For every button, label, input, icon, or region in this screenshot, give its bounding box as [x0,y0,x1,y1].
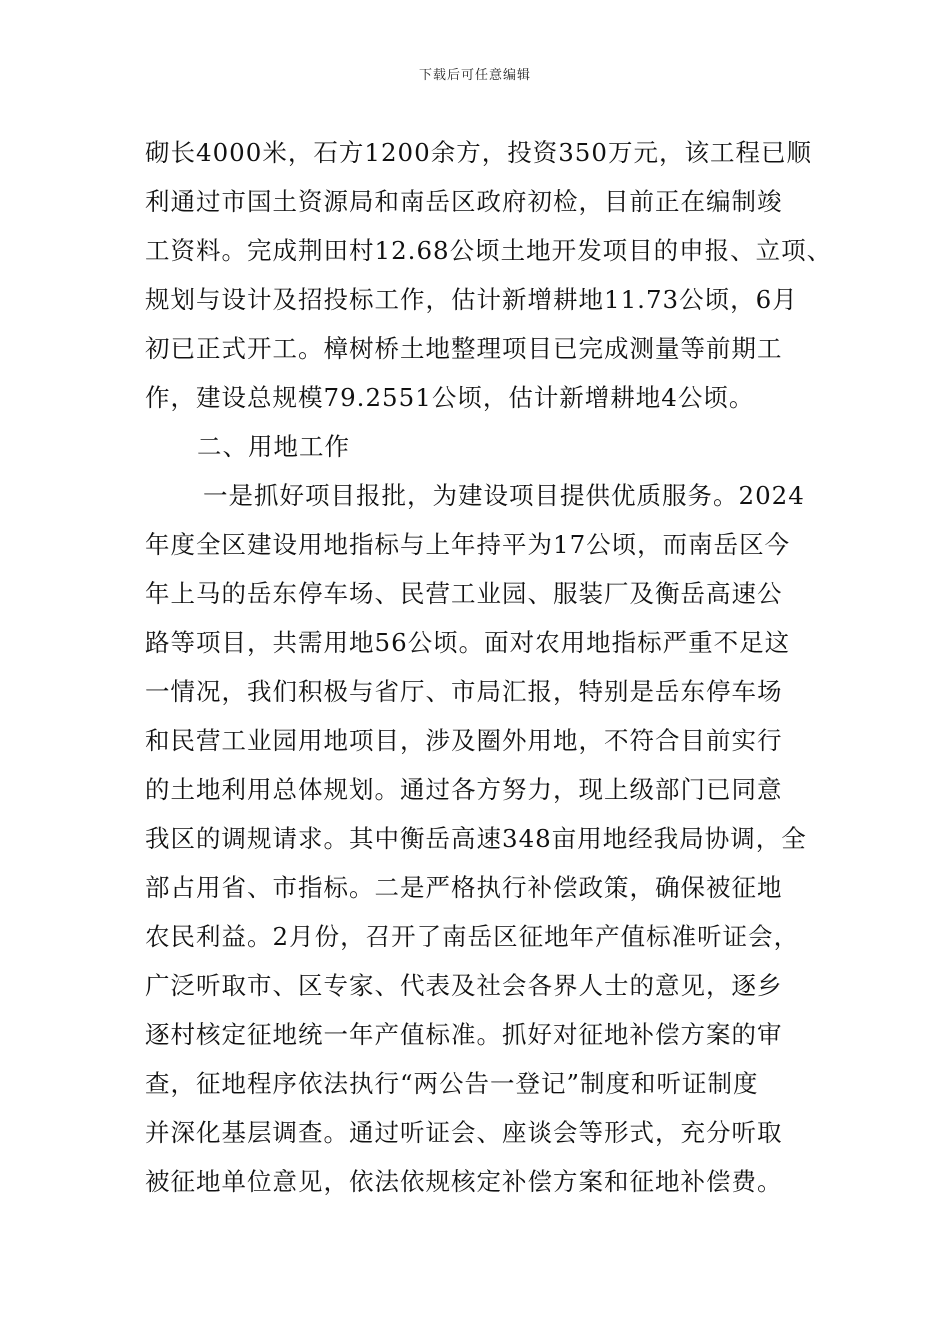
paragraph-line: 初已正式开工。樟树桥土地整理项目已完成测量等前期工 [145,334,783,363]
paragraph-line: 并深化基层调查。通过听证会、座谈会等形式，充分听取 [145,1118,783,1147]
paragraph-line: 规划与设计及招投标工作，估计新增耕地11.73公顷，6月 [145,285,798,314]
paragraph-line: 一情况，我们积极与省厅、市局汇报，特别是岳东停车场 [145,677,783,706]
paragraph-line: 部占用省、市指标。二是严格执行补偿政策，确保被征地 [145,873,783,902]
section-heading: 二、用地工作 [197,432,350,461]
paragraph-line: 的土地利用总体规划。通过各方努力，现上级部门已同意 [145,775,783,804]
paragraph-line: 砌长4000米，石方1200余方，投资350万元，该工程已顺 [145,138,812,167]
paragraph-line: 作，建设总规模79.2551公顷，估计新增耕地4公顷。 [145,383,755,412]
paragraph-line: 年度全区建设用地指标与上年持平为17公顷，而南岳区今 [145,530,791,559]
paragraph-line: 工资料。完成荆田村12.68公顷土地开发项目的申报、立项、 [145,236,833,265]
paragraph-line: 一是抓好项目报批，为建设项目提供优质服务。2024 [203,481,805,510]
paragraph-line: 和民营工业园用地项目，涉及圈外用地，不符合目前实行 [145,726,783,755]
paragraph-line: 路等项目，共需用地56公顷。面对农用地指标严重不足这 [145,628,791,657]
document-body [145,128,833,1206]
paragraph-line: 广泛听取市、区专家、代表及社会各界人士的意见，逐乡 [145,971,783,1000]
paragraph-line: 被征地单位意见，依法依规核定补偿方案和征地补偿费。 [145,1167,783,1196]
paragraph-line: 我区的调规请求。其中衡岳高速348亩用地经我局协调，全 [145,824,807,853]
page-header: 下载后可任意编辑 [418,68,531,83]
paragraph-line: 农民利益。2月份，召开了南岳区征地年产值标准听证会， [145,922,800,951]
paragraph-line: 逐村核定征地统一年产值标准。抓好对征地补偿方案的审 [145,1020,783,1049]
paragraph-line: 年上马的岳东停车场、民营工业园、服装厂及衡岳高速公 [145,579,783,608]
paragraph-line: 查，征地程序依法执行“两公告一登记”制度和听证制度 [145,1069,759,1098]
paragraph-line: 利通过市国土资源局和南岳区政府初检，目前正在编制竣 [145,187,783,216]
